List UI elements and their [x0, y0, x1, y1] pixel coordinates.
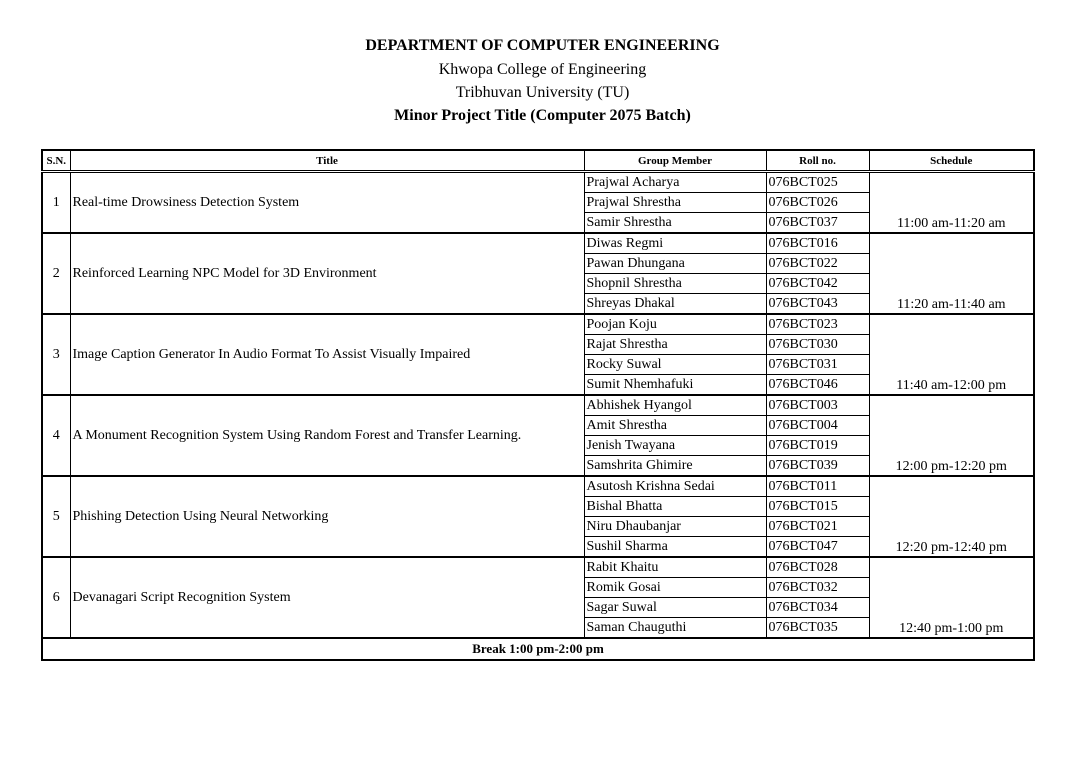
schedule-time: 12:20 pm-12:40 pm: [869, 476, 1034, 557]
roll-number: 076BCT016: [766, 233, 869, 254]
roll-number: 076BCT025: [766, 172, 869, 193]
project-title: A Monument Recognition System Using Random Forest and Transfer Learning.: [70, 395, 584, 476]
member-name: Pawan Dhungana: [584, 254, 766, 274]
roll-number: 076BCT046: [766, 375, 869, 396]
roll-number: 076BCT023: [766, 314, 869, 335]
roll-number: 076BCT034: [766, 598, 869, 618]
col-header-roll: Roll no.: [766, 150, 869, 172]
member-name: Bishal Bhatta: [584, 497, 766, 517]
serial-number: 1: [42, 172, 70, 234]
member-name: Rajat Shrestha: [584, 335, 766, 355]
member-name: Romik Gosai: [584, 578, 766, 598]
member-name: Sumit Nhemhafuki: [584, 375, 766, 396]
project-title: Reinforced Learning NPC Model for 3D Environment: [70, 233, 584, 314]
schedule-time: 11:00 am-11:20 am: [869, 172, 1034, 234]
roll-number: 076BCT043: [766, 294, 869, 315]
roll-number: 076BCT004: [766, 416, 869, 436]
table-row: [42, 557, 1034, 578]
university-name: Tribhuvan University (TU): [455, 84, 630, 101]
schedule-body: [42, 172, 1034, 639]
project-title: Real-time Drowsiness Detection System: [70, 172, 584, 234]
roll-number: 076BCT026: [766, 193, 869, 213]
schedule-time: 11:40 am-12:00 pm: [869, 314, 1034, 395]
member-name: Shopnil Shrestha: [584, 274, 766, 294]
roll-number: 076BCT021: [766, 517, 869, 537]
member-name: Poojan Koju: [584, 314, 766, 335]
project-title: Image Caption Generator In Audio Format To Assist Visually Impaired: [70, 314, 584, 395]
schedule-table: [41, 149, 1035, 661]
member-name: Niru Dhaubanjar: [584, 517, 766, 537]
member-name: Rabit Khaitu: [584, 557, 766, 578]
member-name: Diwas Regmi: [584, 233, 766, 254]
schedule-time: 12:00 pm-12:20 pm: [869, 395, 1034, 476]
table-row: [42, 314, 1034, 335]
roll-number: 076BCT011: [766, 476, 869, 497]
table-row: [42, 172, 1034, 193]
member-name: Samshrita Ghimire: [584, 456, 766, 477]
member-name: Shreyas Dhakal: [584, 294, 766, 315]
schedule-time: 12:40 pm-1:00 pm: [869, 557, 1034, 638]
serial-number: 5: [42, 476, 70, 557]
member-name: Prajwal Acharya: [584, 172, 766, 193]
roll-number: 076BCT035: [766, 618, 869, 639]
col-header-title: Title: [70, 150, 584, 172]
member-name: Rocky Suwal: [584, 355, 766, 375]
member-name: Jenish Twayana: [584, 436, 766, 456]
serial-number: 2: [42, 233, 70, 314]
col-header-schedule: Schedule: [869, 150, 1034, 172]
table-header-row: [42, 150, 1034, 172]
roll-number: 076BCT039: [766, 456, 869, 477]
department-heading: DEPARTMENT OF COMPUTER ENGINEERING: [365, 37, 720, 54]
roll-number: 076BCT028: [766, 557, 869, 578]
roll-number: 076BCT022: [766, 254, 869, 274]
roll-number: 076BCT042: [766, 274, 869, 294]
table-row: [42, 476, 1034, 497]
break-text: Break 1:00 pm-2:00 pm: [42, 638, 1034, 660]
schedule-time: 11:20 am-11:40 am: [869, 233, 1034, 314]
member-name: Samir Shrestha: [584, 213, 766, 234]
col-header-sn: S.N.: [42, 150, 70, 172]
roll-number: 076BCT030: [766, 335, 869, 355]
serial-number: 6: [42, 557, 70, 638]
table-row: [42, 395, 1034, 416]
roll-number: 076BCT031: [766, 355, 869, 375]
project-title: Phishing Detection Using Neural Networking: [70, 476, 584, 557]
serial-number: 3: [42, 314, 70, 395]
roll-number: 076BCT019: [766, 436, 869, 456]
member-name: Abhishek Hyangol: [584, 395, 766, 416]
roll-number: 076BCT047: [766, 537, 869, 558]
member-name: Saman Chauguthi: [584, 618, 766, 639]
col-header-member: Group Member: [584, 150, 766, 172]
table-row: [42, 233, 1034, 254]
member-name: Amit Shrestha: [584, 416, 766, 436]
roll-number: 076BCT032: [766, 578, 869, 598]
member-name: Prajwal Shrestha: [584, 193, 766, 213]
member-name: Asutosh Krishna Sedai: [584, 476, 766, 497]
serial-number: 4: [42, 395, 70, 476]
member-name: Sushil Sharma: [584, 537, 766, 558]
break-row: [42, 638, 1034, 660]
roll-number: 076BCT015: [766, 497, 869, 517]
project-title: Devanagari Script Recognition System: [70, 557, 584, 638]
roll-number: 076BCT037: [766, 213, 869, 234]
roll-number: 076BCT003: [766, 395, 869, 416]
college-name: Khwopa College of Engineering: [438, 61, 647, 78]
document-subtitle: Minor Project Title (Computer 2075 Batch): [394, 107, 691, 124]
member-name: Sagar Suwal: [584, 598, 766, 618]
